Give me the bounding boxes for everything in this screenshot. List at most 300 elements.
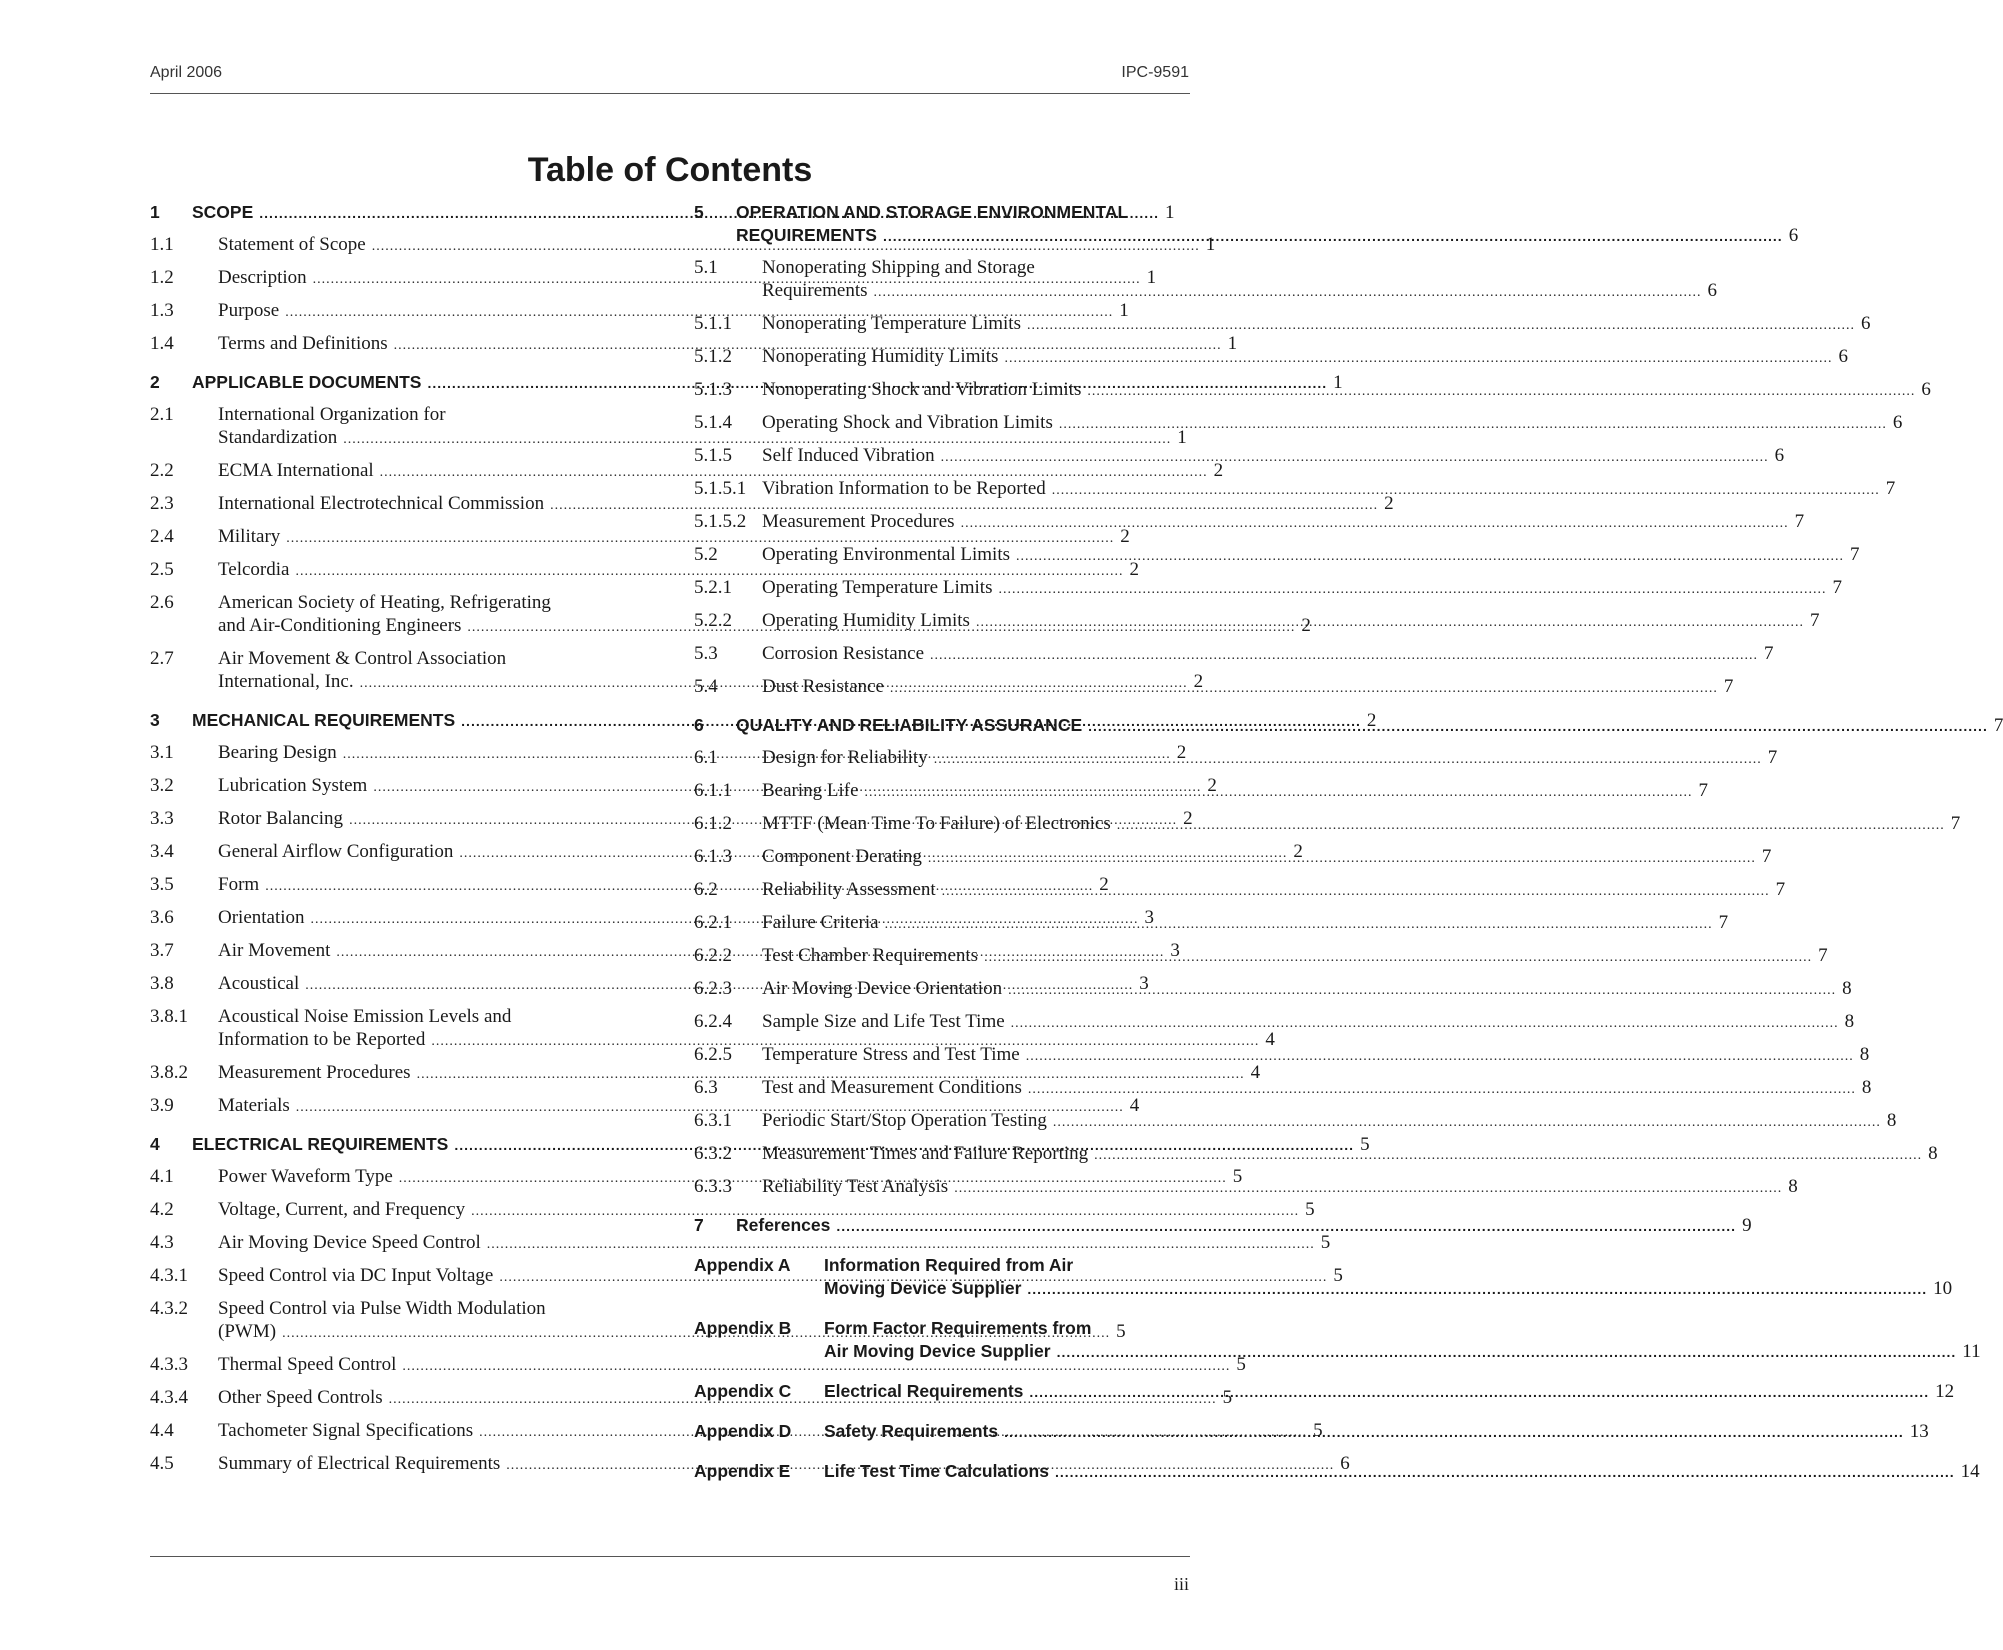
toc-entry-title-line: General Airflow Configuration [218,841,454,862]
toc-entry-page: 5 [1232,1166,1243,1187]
toc-entry-title-line: SCOPE [192,202,254,222]
toc-entry-body [762,477,1895,502]
toc-entry-title-line: International Organization for [218,404,446,425]
toc-entry-page: 2 [1183,808,1193,829]
toc-entry-number: 6.3.2 [694,1143,732,1164]
toc-entry-page: 2 [1176,742,1187,763]
dot-leader [1053,1109,1881,1134]
toc-entry-number: 5.3 [694,643,718,664]
toc-entry-title-line: and Air-Conditioning Engineers [218,615,462,636]
toc-entry-number: 5.2 [694,544,718,565]
toc-entry-number: 5.1.5.1 [694,478,747,499]
toc-subsection-entry[interactable] [150,525,1130,550]
toc-entry-number: 4.4 [150,1420,174,1441]
toc-entry-number: 5.2.2 [694,610,732,631]
toc-subsection-entry[interactable] [694,312,1871,337]
toc-entry-title-line: Dust Resistance [762,676,884,697]
toc-entry-number: 4.2 [150,1199,174,1220]
toc-subsection-entry[interactable] [694,1010,1855,1035]
toc-entry-number: 6 [694,715,704,735]
toc-subsection-entry[interactable] [150,1198,1315,1223]
toc-entry-page: 2 [1193,671,1204,692]
toc-entry-title-line: Test Chamber Requirements [762,945,979,966]
toc-subsection-entry[interactable] [694,1175,1798,1200]
toc-entry-body [762,812,1960,837]
toc-entry-title-line: Telcordia [218,559,290,580]
toc-entry-page: 7 [1993,715,2003,736]
page-title: Table of Contents [527,150,813,189]
toc-subsection-entry[interactable] [694,845,1772,870]
toc-entry-title-line: Periodic Start/Stop Operation Testing [762,1110,1047,1131]
toc-entry-title-line: Measurement Procedures [762,511,955,532]
toc-subsection-entry[interactable] [694,1043,1870,1068]
toc-subsection-entry[interactable] [694,510,1805,535]
toc-entry-number: 4.3.2 [150,1298,188,1319]
toc-entry-number: Appendix C [694,1381,792,1401]
toc-entry-body [762,256,1717,304]
toc-entry-number: 1.2 [150,267,174,288]
toc-subsection-entry[interactable] [694,1076,1872,1101]
toc-entry-title-line: OPERATION AND STORAGE ENVIRONMENTAL [736,202,1129,222]
dot-leader [1016,543,1844,568]
toc-entry-page: 7 [1818,945,1828,966]
toc-entry-body [736,714,2003,738]
toc-entry-page: 7 [1761,846,1772,867]
toc-subsection-entry[interactable] [150,1231,1331,1256]
toc-entry-body [762,977,1852,1002]
toc-right-column [694,201,2003,1496]
toc-appendix-entry[interactable] [694,1317,1981,1364]
toc-entry-body [762,1175,1798,1200]
toc-entry-title-line: Nonoperating Humidity Limits [762,346,999,367]
toc-entry-body [762,746,1777,771]
toc-entry-number: 5.1.2 [694,346,732,367]
toc-subsection-entry[interactable] [150,459,1224,484]
toc-entry-body [824,1420,1929,1444]
toc-entry-title-line: Component Derating [762,846,922,867]
toc-entry-body [824,1317,1981,1364]
toc-entry-number: 5.1.5.2 [694,511,747,532]
toc-entry-title-line: Air Moving Device Supplier [824,1341,1051,1361]
toc-entry-title-line: Nonoperating Shipping and Storage [762,257,1035,278]
toc-entry-body [824,1460,1980,1484]
dot-leader [1088,714,1988,738]
toc-entry-body [762,510,1804,535]
toc-entry-title-line: Operating Environmental Limits [762,544,1011,565]
toc-entry-body [762,878,1785,903]
toc-entry-number: 6.1.3 [694,846,732,867]
toc-entry-body [762,378,1931,403]
toc-entry-title-line: Military [218,526,281,547]
toc-subsection-entry[interactable] [694,411,1903,436]
footer-divider [150,1556,1190,1557]
toc-entry-title-line: Operating Temperature Limits [762,577,993,598]
toc-subsection-entry[interactable] [694,345,1848,370]
toc-subsection-entry[interactable] [694,378,1931,403]
toc-entry-title-line: Reliability Test Analysis [762,1176,949,1197]
toc-entry-page: 6 [1892,412,1903,433]
dot-leader [885,911,1713,936]
toc-entry-page: 7 [1885,478,1896,499]
dot-leader [1094,1142,1922,1167]
toc-entry-number: 5.1.3 [694,379,732,400]
toc-entry-body [762,444,1784,469]
toc-entry-title-line: Bearing Life [762,780,859,801]
toc-entry-page: 1 [1177,427,1187,448]
toc-entry-title-line: Standardization [218,427,338,448]
toc-subsection-entry[interactable] [694,944,1828,969]
toc-entry-number: Appendix A [694,1255,791,1275]
dot-leader [1057,1340,1957,1364]
dot-leader [1055,1460,1955,1484]
toc-subsection-entry[interactable] [694,609,1820,634]
toc-entry-number: 3.5 [150,874,174,895]
toc-entry-title-line: Summary of Electrical Requirements [218,1453,501,1474]
dot-leader [942,878,1770,903]
toc-section-entry[interactable] [694,714,2003,738]
toc-entry-title-line: Reliability Assessment [762,879,936,900]
toc-entry-page: 14 [1960,1461,1980,1482]
toc-entry-page: 4 [1250,1062,1261,1083]
toc-entry-body [762,845,1771,870]
toc-entry-page: 7 [1775,879,1786,900]
toc-entry-page: 7 [1767,747,1778,768]
toc-entry-title-line: Speed Control via DC Input Voltage [218,1265,494,1286]
toc-subsection-entry[interactable] [694,1109,1897,1134]
toc-entry-title-line: REQUIREMENTS [736,225,877,245]
toc-entry-page: 6 [1838,346,1848,367]
toc-entry-body [762,345,1848,370]
toc-entry-body [762,543,1860,568]
toc-entry-title-line: Air Movement & Control Association [218,648,507,669]
dot-leader [1027,312,1855,337]
toc-subsection-entry[interactable] [694,444,1785,469]
toc-section-entry[interactable] [694,201,1799,248]
toc-entry-page: 7 [1850,544,1860,565]
toc-entry-number: 6.1.1 [694,780,732,801]
toc-entry-page: 7 [1832,577,1842,598]
toc-entry-title-line: Description [218,267,307,288]
toc-entry-title-line: Sample Size and Life Test Time [762,1011,1005,1032]
toc-entry-page: 8 [1886,1110,1897,1131]
toc-subsection-entry[interactable] [694,911,1729,936]
toc-entry-body [736,1214,1752,1238]
toc-entry-page: 3 [1170,940,1180,961]
toc-entry-number: 2.5 [150,559,174,580]
toc-appendix-entry[interactable] [694,1460,1980,1484]
toc-entry-body [824,1254,1952,1301]
toc-entry-title-line: Life Test Time Calculations [824,1461,1049,1481]
toc-entry-number: 4.5 [150,1453,174,1474]
toc-entry-body [762,1109,1896,1134]
toc-entry-body [762,1043,1869,1068]
toc-subsection-entry[interactable] [694,878,1786,903]
toc-appendix-entry[interactable] [694,1254,1953,1301]
header-divider [150,93,1190,94]
toc-entry-number: 3.8.2 [150,1062,188,1083]
toc-entry-body [736,201,1798,248]
toc-entry-title-line: Thermal Speed Control [218,1354,397,1375]
toc-entry-page: 8 [1844,1011,1855,1032]
toc-entry-page: 6 [1340,1453,1350,1474]
toc-entry-page: 5 [1116,1321,1126,1342]
header-date: April 2006 [150,64,223,81]
toc-entry-title-line: Failure Criteria [762,912,879,933]
toc-entry-title-line: Information Required from Air [824,1255,1074,1275]
toc-subsection-entry[interactable] [694,1142,1938,1167]
toc-entry-number: 4.1 [150,1166,174,1187]
toc-entry-number: 5.1 [694,257,718,278]
toc-entry-title-line: Lubrication System [218,775,368,796]
toc-entry-title-line: Measurement Times and Failure Reporting [762,1143,1089,1164]
toc-entry-page: 8 [1859,1044,1870,1065]
toc-entry-page: 1 [1227,333,1238,354]
dot-leader [941,444,1769,469]
toc-entry-page: 1 [1333,372,1343,393]
toc-entry-number: 1 [150,202,160,222]
toc-entry-number: 5.1.5 [694,445,732,466]
dot-leader [1027,1277,1927,1301]
toc-entry-body [762,576,1842,601]
toc-entry-number: 4 [150,1134,160,1154]
toc-entry-page: 6 [1774,445,1785,466]
toc-entry-page: 1 [1119,300,1129,321]
toc-entry-page: 7 [1950,813,1961,834]
toc-entry-title-line: References [736,1215,831,1235]
toc-entry-page: 10 [1933,1278,1953,1299]
toc-entry-title-line: Operating Humidity Limits [762,610,970,631]
toc-entry-number: 4.3.3 [150,1354,188,1375]
dot-leader [865,779,1693,804]
toc-entry-page: 5 [1222,1387,1233,1408]
toc-subsection-entry[interactable] [150,1061,1261,1086]
toc-entry-body [762,642,1774,667]
toc-entry-title-line: Other Speed Controls [218,1387,383,1408]
toc-entry-number: 3.7 [150,940,174,961]
toc-entry-number: 4.3.1 [150,1265,188,1286]
toc-entry-page: 1 [1205,234,1216,255]
toc-subsection-entry[interactable] [150,1353,1246,1378]
toc-entry-page: 8 [1842,978,1852,999]
toc-entry-number: 1.1 [150,234,174,255]
toc-entry-title-line: Air Moving Device Speed Control [218,1232,481,1253]
toc-subsection-entry[interactable] [694,576,1842,601]
toc-entry-title-line: American Society of Heating, Refrigerating [218,592,551,613]
toc-section-entry[interactable] [694,1214,1752,1238]
toc-entry-title-line: Design for Reliability [762,747,928,768]
dot-leader [1008,977,1836,1002]
toc-entry-number: 5.2.1 [694,577,732,598]
toc-entry-body [762,1010,1854,1035]
dot-leader [1052,477,1880,502]
toc-entry-number: 3.8.1 [150,1006,188,1027]
toc-entry-page: 3 [1139,973,1149,994]
toc-entry-number: 6.2.5 [694,1044,732,1065]
toc-entry-page: 5 [1305,1199,1315,1220]
toc-entry-page: 2 [1293,841,1303,862]
dot-leader [1011,1010,1839,1035]
toc-entry-title-line: Test and Measurement Conditions [762,1077,1022,1098]
toc-entry-body [762,411,1902,436]
toc-entry-number: 2 [150,372,160,392]
toc-entry-page: 12 [1935,1381,1955,1402]
toc-entry-body [762,911,1728,936]
toc-entry-page: 6 [1788,225,1799,246]
toc-entry-title-line: Bearing Design [218,742,337,763]
toc-entry-page: 6 [1860,313,1871,334]
toc-entry-number: 6.2 [694,879,718,900]
toc-entry-page: 5 [1320,1232,1331,1253]
toc-entry-number: 2.2 [150,460,174,481]
toc-entry-number: 5.1.1 [694,313,732,334]
toc-entry-title-line: Nonoperating Temperature Limits [762,313,1021,334]
toc-entry-title-line: Air Moving Device Orientation [762,978,1003,999]
toc-entry-title-line: (PWM) [218,1321,277,1342]
toc-entry-body [762,1076,1871,1101]
toc-appendix-entry[interactable] [694,1380,1955,1404]
dot-leader [930,642,1758,667]
dot-leader [976,609,1804,634]
toc-entry-page: 6 [1707,280,1718,301]
toc-entry-number: 2.4 [150,526,174,547]
toc-entry-number: 4.3.4 [150,1387,188,1408]
toc-entry-number: 3.3 [150,808,174,829]
toc-subsection-entry[interactable] [694,256,1718,304]
toc-entry-number: 5 [694,202,704,222]
toc-entry-page: 4 [1265,1029,1275,1050]
toc-entry-number: 6.3.3 [694,1176,732,1197]
dot-leader [1117,812,1945,837]
toc-entry-number: 2.6 [150,592,174,613]
toc-entry-number: Appendix E [694,1461,791,1481]
toc-entry-title-line: Nonoperating Shock and Vibration Limits [762,379,1082,400]
toc-entry-page: 8 [1861,1077,1872,1098]
toc-entry-page: 8 [1928,1143,1938,1164]
dot-leader [1004,1420,1904,1444]
toc-entry-title-line: ECMA International [218,460,374,481]
toc-entry-number: 2.3 [150,493,174,514]
toc-entry-page: 2 [1301,615,1311,636]
dot-leader [934,746,1762,771]
toc-entry-body [762,312,1870,337]
dot-leader [1004,345,1832,370]
toc-subsection-entry[interactable] [694,977,1852,1002]
toc-entry-title-line: Statement of Scope [218,234,366,255]
toc-entry-page: 7 [1723,676,1734,697]
toc-entry-page: 5 [1333,1265,1343,1286]
toc-entry-page: 11 [1962,1341,1981,1362]
toc-entry-number: 1.4 [150,333,174,354]
toc-subsection-entry[interactable] [150,558,1139,583]
toc-entry-page: 5 [1360,1134,1370,1155]
toc-entry-title-line: Orientation [218,907,305,928]
toc-subsection-entry[interactable] [694,477,1896,502]
toc-entry-page: 8 [1788,1176,1798,1197]
toc-entry-number: 6.3.1 [694,1110,732,1131]
toc-subsection-entry[interactable] [150,1094,1140,1119]
dot-leader [883,224,1783,248]
dot-leader [1059,411,1887,436]
dot-leader [954,1175,1782,1200]
toc-entry-title-line: Moving Device Supplier [824,1278,1022,1298]
toc-entry-title-line: Voltage, Current, and Frequency [218,1199,466,1220]
toc-entry-page: 2 [1099,874,1109,895]
toc-entry-title-line: Vibration Information to be Reported [762,478,1046,499]
toc-entry-title-line: Air Movement [218,940,331,961]
toc-subsection-entry[interactable] [694,812,1961,837]
toc-entry-number: 2.1 [150,404,174,425]
toc-entry-title-line: Rotor Balancing [218,808,344,829]
dot-leader [1087,378,1915,403]
toc-entry-number: 3.1 [150,742,174,763]
toc-entry-body [762,609,1819,634]
toc-appendix-entry[interactable] [694,1420,1929,1444]
toc-entry-number: 6.3 [694,1077,718,1098]
toc-subsection-entry[interactable] [694,779,1709,804]
toc-entry-title-line: Safety Requirements [824,1421,999,1441]
toc-entry-page: 4 [1129,1095,1140,1116]
toc-entry-page: 5 [1313,1420,1323,1441]
toc-entry-title-line: International, Inc. [218,671,354,692]
toc-entry-title-line: Speed Control via Pulse Width Modulation [218,1298,546,1319]
toc-entry-number: Appendix D [694,1421,792,1441]
toc-entry-page: 2 [1366,710,1377,731]
dot-leader [961,510,1789,535]
dot-leader [928,845,1756,870]
toc-subsection-entry[interactable] [694,675,1734,700]
dot-leader [1026,1043,1854,1068]
toc-entry-title-line: Acoustical [218,973,300,994]
toc-entry-title-line: Information to be Reported [218,1029,426,1050]
toc-entry-title-line: Requirements [762,280,868,301]
toc-entry-page: 1 [1146,267,1157,288]
toc-entry-page: 2 [1207,775,1217,796]
toc-subsection-entry[interactable] [694,746,1778,771]
toc-entry-page: 1 [1164,202,1175,223]
toc-entry-title-line: Acoustical Noise Emission Levels and [218,1006,512,1027]
toc-entry-title-line: QUALITY AND RELIABILITY ASSURANCE [736,715,1083,735]
dot-leader [998,576,1826,601]
toc-entry-number: 5.4 [694,676,718,697]
toc-entry-number: 3.6 [150,907,174,928]
toc-entry-page: 13 [1909,1421,1929,1442]
toc-entry-number: 5.1.4 [694,412,732,433]
toc-entry-page: 6 [1921,379,1931,400]
toc-entry-body [824,1380,1954,1404]
dot-leader [1029,1380,1929,1404]
toc-entry-title-line: Power Waveform Type [218,1166,393,1187]
toc-subsection-entry[interactable] [150,492,1394,517]
toc-entry-number: 6.2.3 [694,978,732,999]
toc-entry-title-line: Measurement Procedures [218,1062,411,1083]
toc-entry-title-line: Purpose [218,300,280,321]
toc-entry-page: 7 [1718,912,1729,933]
toc-entry-title-line: Temperature Stress and Test Time [762,1044,1020,1065]
dot-leader [1028,1076,1856,1101]
toc-entry-title-line: Form Factor Requirements from [824,1318,1092,1338]
toc-subsection-entry[interactable] [694,543,1860,568]
toc-entry-number: 4.3 [150,1232,174,1253]
dot-leader [984,944,1812,969]
toc-entry-title-line: Tachometer Signal Specifications [218,1420,474,1441]
toc-entry-title-line: MECHANICAL REQUIREMENTS [192,710,456,730]
toc-subsection-entry[interactable] [694,642,1774,667]
toc-entry-page: 2 [1129,559,1139,580]
toc-entry-number: 7 [694,1215,704,1235]
toc-entry-number: 6.2.4 [694,1011,732,1032]
toc-entry-page: 7 [1794,511,1805,532]
dot-leader [874,279,1702,304]
